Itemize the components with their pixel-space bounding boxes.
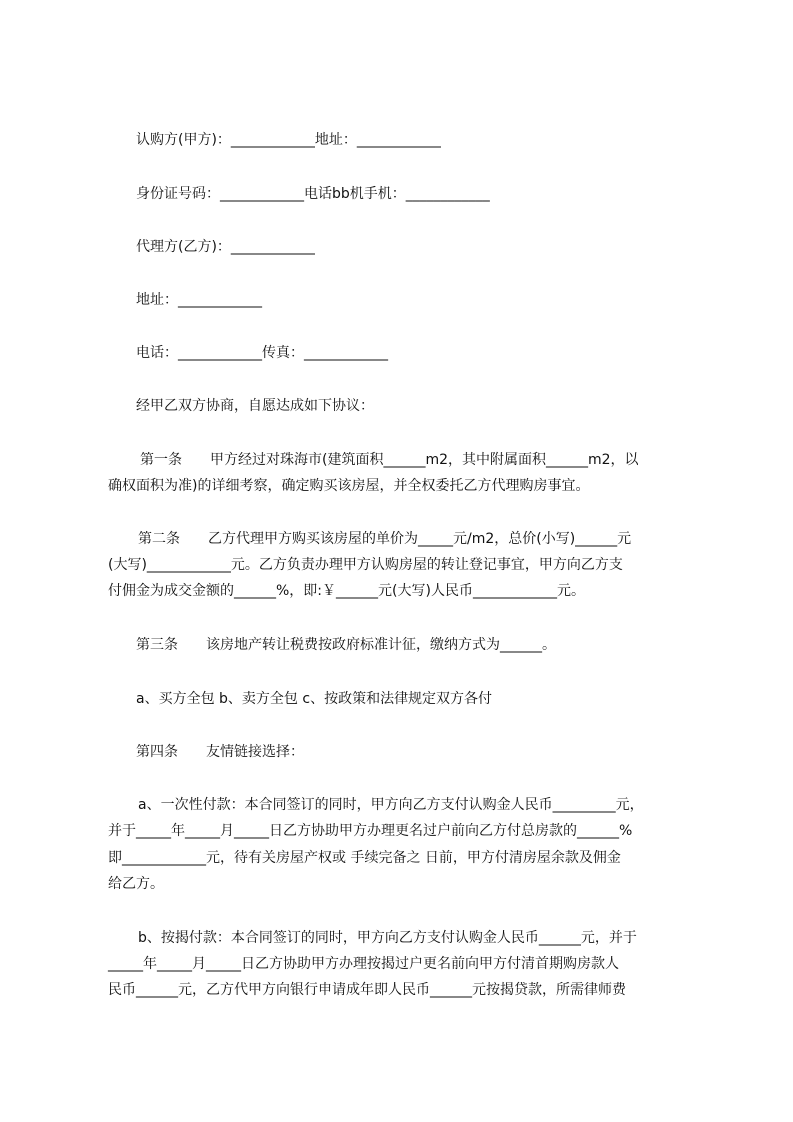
- phone-fax-line: 电话：____________传真：____________: [136, 345, 388, 361]
- option-a-line4: 给乙方。: [108, 876, 164, 892]
- article1-line2: 确权面积为准)的详细考察，确定购买该房屋，并全权委托乙方代理购房事宜。: [108, 478, 590, 494]
- option-b-line1: b、按揭付款：本合同签订的同时，甲方向乙方支付认购金人民币______元，并于: [138, 930, 637, 946]
- option-b-line3: 民币______元，乙方代甲方向银行申请成年即人民币______元按揭贷款，所需律师费: [108, 982, 626, 998]
- address-line: 地址：____________: [136, 292, 262, 308]
- article4-line: 第四条 友情链接选择：: [136, 744, 304, 760]
- article2-line2: (大写)____________元。乙方负责办理甲方认购房屋的转让登记事宜，甲方向乙方支: [108, 557, 623, 573]
- agent-line: 代理方(乙方)：____________: [136, 239, 315, 255]
- article3-options-line: a、买方全包 b、卖方全包 c、按政策和法律规定双方各付: [136, 691, 493, 707]
- option-a-line3: 即____________元，待有关房屋产权或 手续完备之 日前，甲方付清房屋余款及佣金: [108, 850, 621, 866]
- article1-line1: 第一条 甲方经过对珠海市(建筑面积______m2，其中附属面积______m2，以: [140, 452, 639, 468]
- article2-line3: 付佣金为成交金额的______%，即:￥______元(大写)人民币____________元。: [108, 583, 585, 599]
- article2-line1: 第二条 乙方代理甲方购买该房屋的单价为_____元/m2，总价(小写)______元: [138, 531, 632, 547]
- option-b-line2: _____年_____月_____日乙方协助甲方办理按揭过户更名前向甲方付清首期购房款人: [108, 956, 619, 972]
- id-phone-line: 身份证号码：____________电话bb机手机：____________: [136, 186, 490, 202]
- article3-line: 第三条 该房地产转让税费按政府标准计征，缴纳方式为______。: [136, 637, 556, 653]
- option-a-line1: a、一次性付款：本合同签订的同时，甲方向乙方支付认购金人民币_________元，: [138, 797, 644, 813]
- party-a-line: 认购方(甲方)：____________地址：____________: [136, 132, 441, 148]
- intro-line: 经甲乙双方协商，自愿达成如下协议：: [136, 398, 374, 414]
- option-a-line2: 并于_____年_____月_____日乙方协助甲方办理更名过户前向乙方付总房款的______%: [108, 823, 633, 839]
